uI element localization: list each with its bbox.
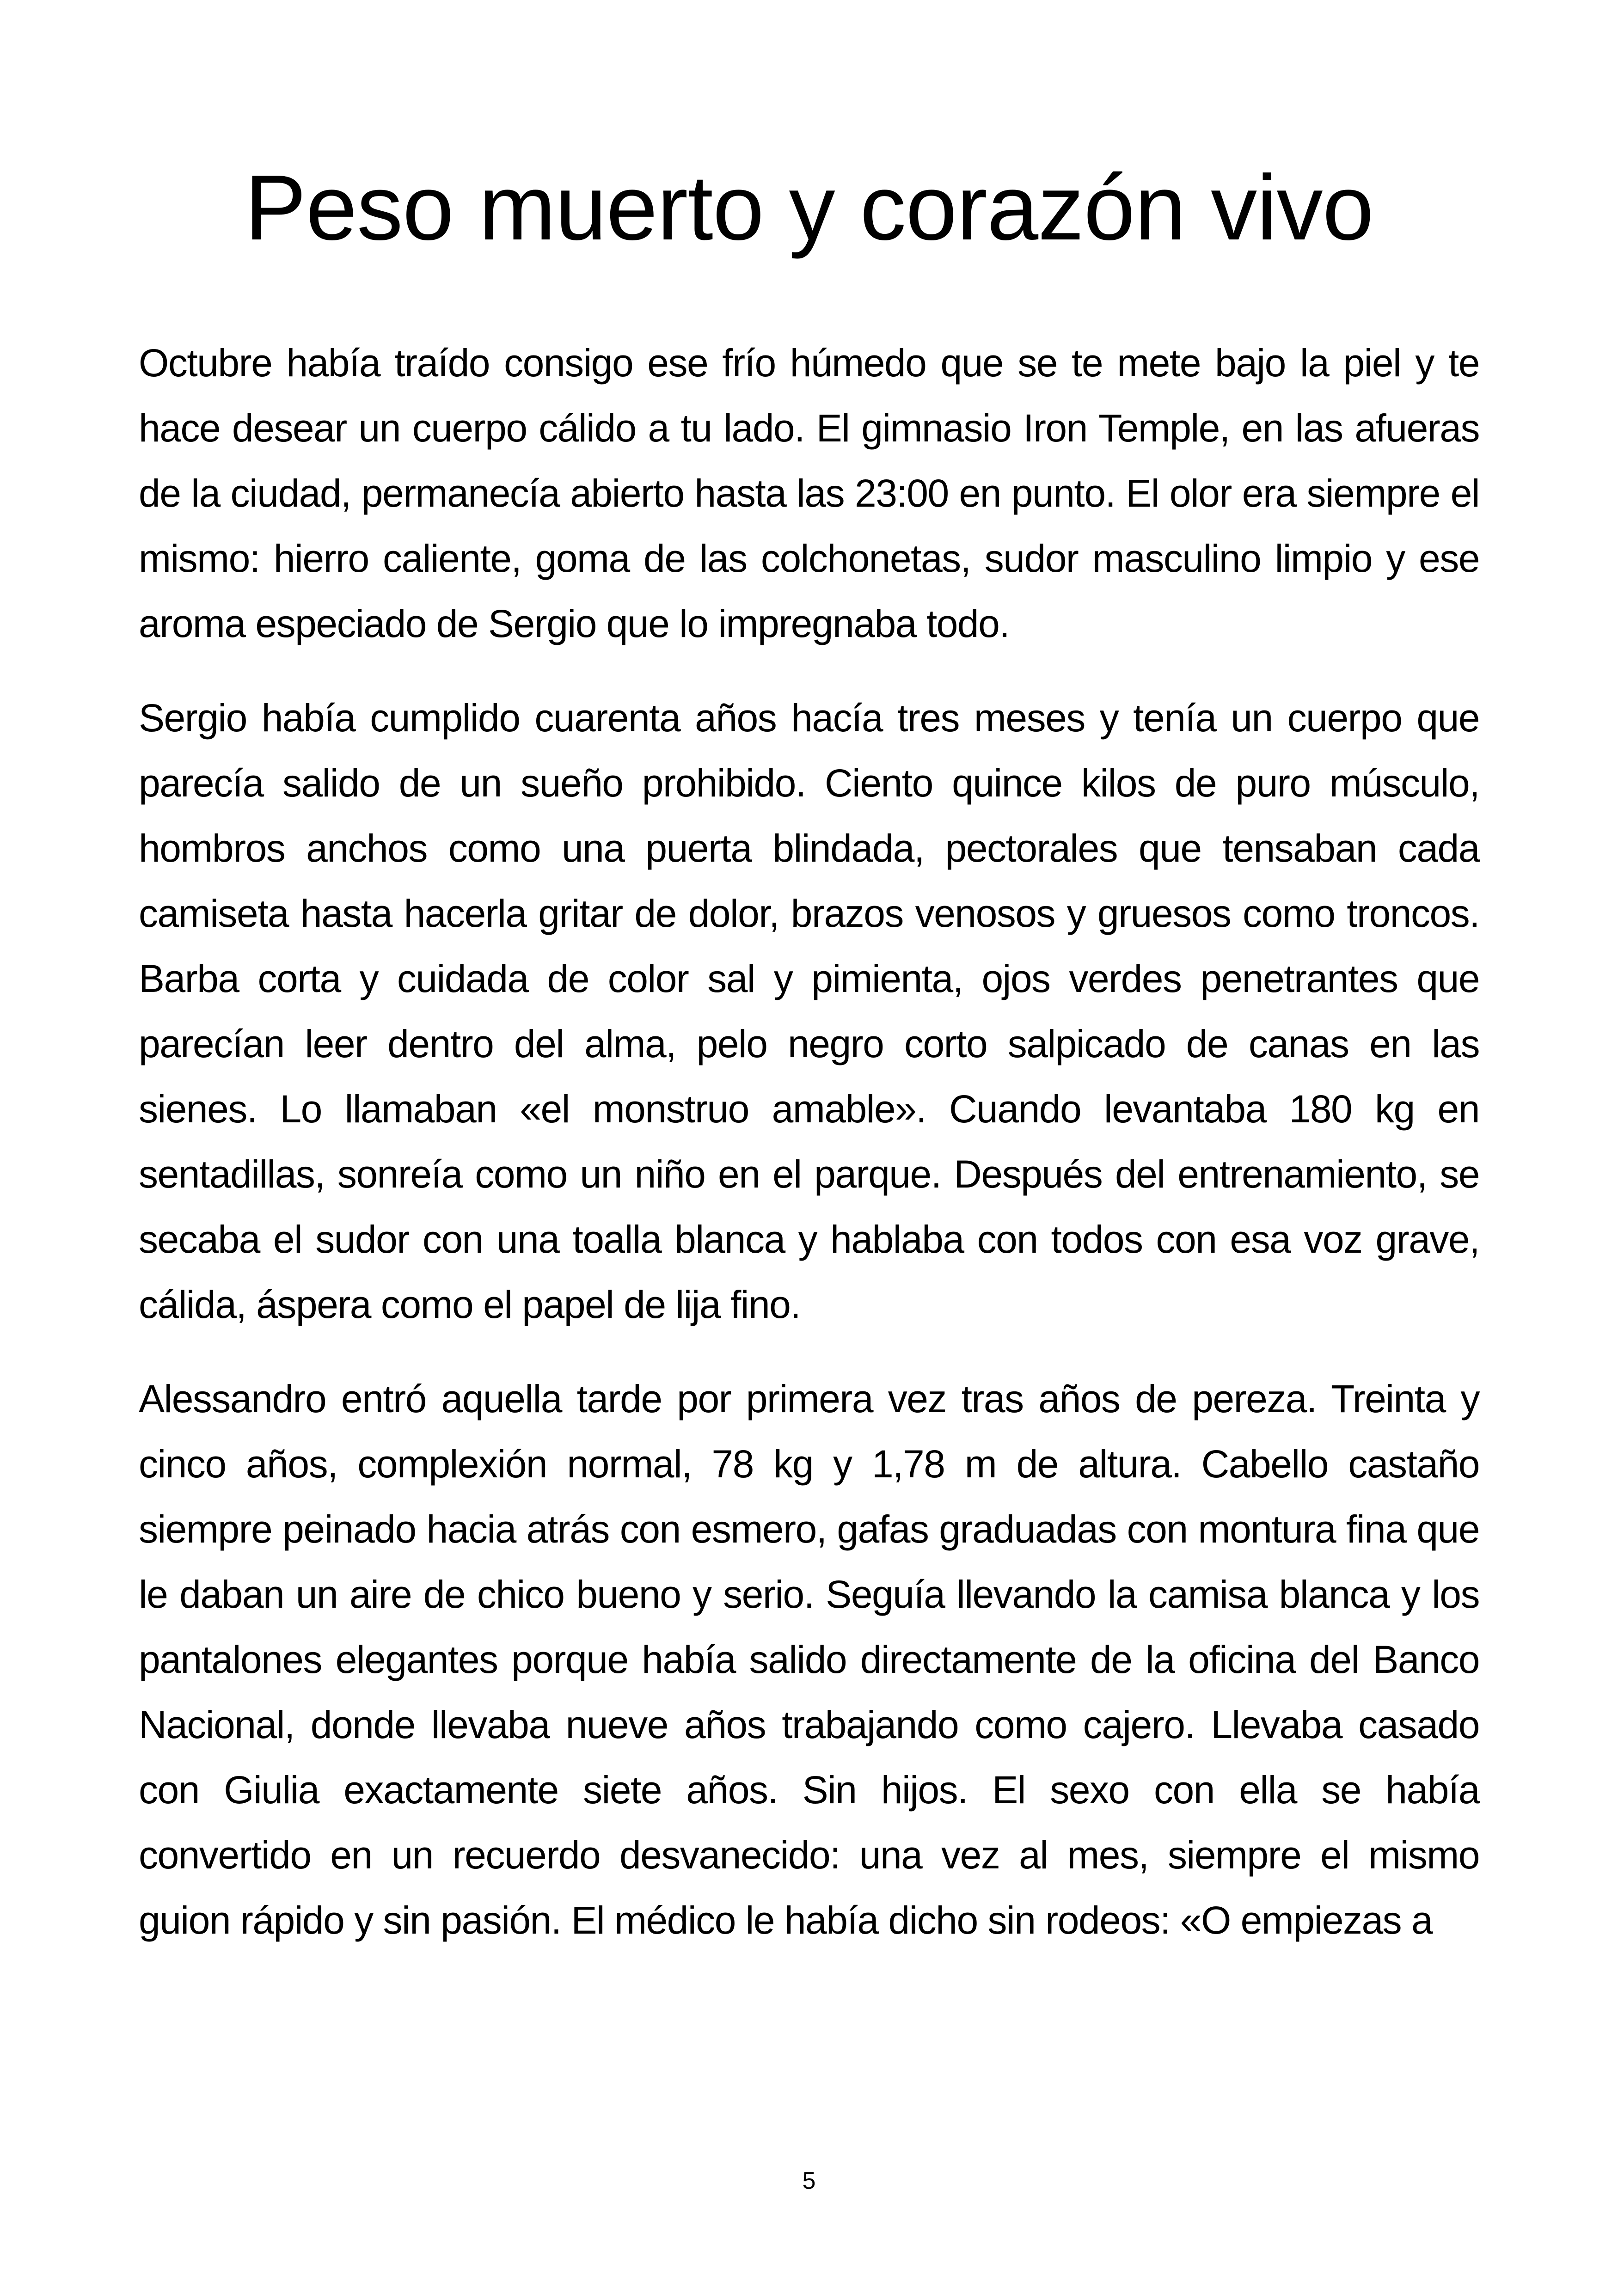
page-title: Peso muerto y corazón vivo xyxy=(245,156,1373,259)
body-text xyxy=(139,331,1479,1982)
paragraph: Sergio había cumplido cuarenta años hacía tres meses y tenía un cuerpo que parecía salido de un sueño prohibido. Ciento quince kilos de puro músculo, hombros anchos como una puerta blindada, pectorales que tensaban cada camiseta hasta hacerla gritar de dolor, brazos venosos y gruesos como troncos. Barba corta y cuidada de color sal y pimienta, ojos verdes penetrantes que parecían leer dentro del alma, pelo negro corto salpicado de canas en las sienes. Lo llamaban «el monstruo amable». Cuando levantaba 180 kg en sentadillas, sonreía como un niño en el parque. Después del entrenamiento, se secaba el sudor con una toalla blanca y hablaba con todos con esa voz grave, cálida, áspera como el papel de lija fino. xyxy=(139,696,1479,1326)
page-number: 5 xyxy=(802,2167,816,2194)
paragraph: Alessandro entró aquella tarde por primera vez tras años de pereza. Treinta y cinco años, complexión normal, 78 kg y 1,78 m de altura. Cabello castaño siempre peinado hacia atrás con esmero, gafas graduadas con montura fina que le daban un aire de chico bueno y serio. Seguía llevando la camisa blanca y los pantalones elegantes porque había salido directamente de la oficina del Banco Nacional, donde llevaba nueve años trabajando como cajero. Llevaba casado con Giulia exactamente siete años. Sin hijos. El sexo con ella se había convertido en un recuerdo desvanecido: una vez al mes, siempre el mismo guion rápido y sin pasión. El médico le había dicho sin rodeos: «O empiezas a xyxy=(139,1377,1479,1942)
paragraph: Octubre había traído consigo ese frío húmedo que se te mete bajo la piel y te hace desear un cuerpo cálido a tu lado. El gimnasio Iron Temple, en las afueras de la ciudad, permanecía abierto hasta las 23:00 en punto. El olor era siempre el mismo: hierro caliente, goma de las colchonetas, sudor masculino limpio y ese aroma especiado de Sergio que lo impregnaba todo. xyxy=(139,341,1479,645)
